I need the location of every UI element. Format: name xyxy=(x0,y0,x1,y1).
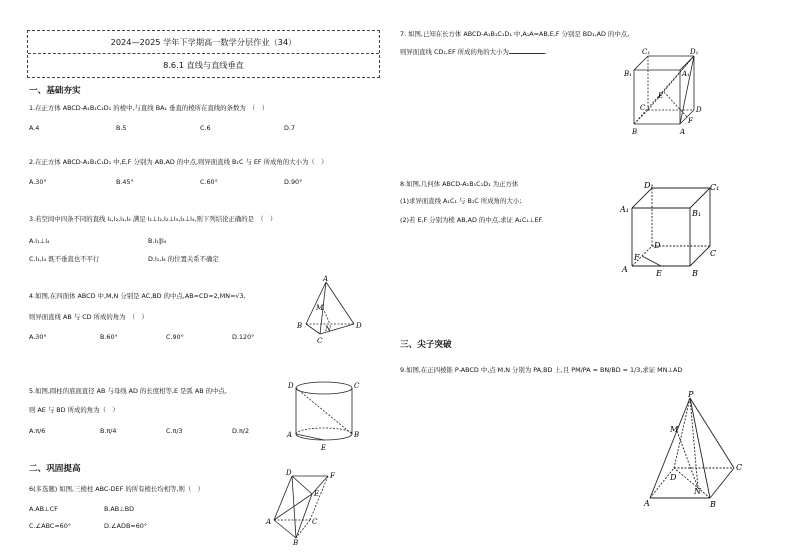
q3-option-c[interactable]: C.l₁,l₄ 既不垂直也不平行 xyxy=(29,255,100,263)
q7-label-f: F xyxy=(688,117,693,125)
q8-label-a: A xyxy=(622,265,628,274)
q9-pyramid-figure xyxy=(640,388,760,510)
q5-option-b[interactable]: B.π/4 xyxy=(100,427,117,435)
q7-label-b1: B₁ xyxy=(624,70,632,78)
q7-label-d1: D₁ xyxy=(690,48,699,56)
q4-label-b: B xyxy=(297,322,303,330)
lesson-title: 8.6.1 直线与直线垂直 xyxy=(163,60,244,70)
q4-label-d: D xyxy=(356,322,362,330)
q6-label-d: D xyxy=(286,469,292,477)
q5-label-c: C xyxy=(354,382,360,390)
q7-answer-blank[interactable] xyxy=(509,47,545,54)
q1-option-b[interactable]: B.5 xyxy=(116,124,127,132)
q6-label-e: E xyxy=(314,490,320,498)
q7-label-b: B xyxy=(632,128,638,136)
q7-label-c: C xyxy=(640,104,646,112)
q8-label-d: D xyxy=(654,241,661,250)
q9-stem: 9.如图,在正四棱锥 P-ABCD 中,点 M,N 分别为 PA,BD 上,且 PM/PA = BN/BD = 1/3,求证 MN⊥AD xyxy=(400,366,683,374)
q7-label-d: D xyxy=(696,106,702,114)
q4-stem-line1: 4.如图,在四面体 ABCD 中,M,N 分别是 AC,BD 的中点,AB=CD=2,MN=√3, xyxy=(29,292,246,300)
q6-option-c[interactable]: C.∠ABC=60° xyxy=(29,522,72,530)
q8-cube-figure xyxy=(618,176,722,280)
q2-stem: 2.在正方体 ABCD-A₁B₁C₁D₁ 中,E,F 分别为 AB,AD 的中点,则异面直线 B₁C 与 EF 所成角的大小为（ ） xyxy=(29,158,328,166)
q9-label-b: B xyxy=(710,500,716,509)
q8-part1: (1)求异面直线 A₁C₁ 与 B₁C 所成角的大小; xyxy=(400,197,522,205)
q6-option-b[interactable]: B.AB⊥BD xyxy=(104,505,135,513)
q2-option-c[interactable]: C.60° xyxy=(200,178,218,186)
q8-label-e: E xyxy=(656,269,662,278)
q7-cuboid-figure xyxy=(620,44,710,140)
q5-label-b: B xyxy=(354,431,360,439)
q5-option-c[interactable]: C.π/3 xyxy=(166,427,183,435)
q8-stem-line1: 8.如图,几何体 ABCD-A₁B₁C₁D₁ 为正方体 xyxy=(400,180,519,188)
q6-label-a: A xyxy=(266,518,272,526)
q9-label-n: N xyxy=(694,487,701,496)
q7-label-a: A xyxy=(680,128,686,136)
q9-label-a: A xyxy=(644,499,650,508)
header-box xyxy=(27,30,380,78)
q5-option-a[interactable]: A.π/6 xyxy=(29,427,46,435)
q5-cylinder-figure xyxy=(284,376,364,454)
q6-option-a[interactable]: A.AB⊥CF xyxy=(29,505,58,513)
q7-label-a1: A₁ xyxy=(682,70,690,78)
q5-label-d: D xyxy=(288,382,294,390)
section-consolidate: 二、巩固提高 xyxy=(29,464,81,474)
q6-option-d[interactable]: D.∠ADB=60° xyxy=(104,522,148,530)
q8-part2: (2)若 E,F 分别为棱 AB,AD 的中点,求证 A₁C₁⊥EF. xyxy=(400,216,544,224)
q8-label-c1: C₁ xyxy=(710,183,720,192)
q3-option-a[interactable]: A.l₁⊥l₄ xyxy=(29,237,50,245)
q6-label-b: B xyxy=(293,539,299,546)
q5-option-d[interactable]: D.π/2 xyxy=(232,427,250,435)
q9-label-m: M xyxy=(670,425,679,434)
q5-stem-line2: 则 AE 与 BD 所成的角为（ ） xyxy=(29,406,119,414)
q6-label-f: F xyxy=(330,472,335,480)
q5-label-e: E xyxy=(321,444,327,452)
paper-title: 2024—2025 学年下学期高一数学分层作业（34） xyxy=(28,31,379,54)
q4-tetrahedron-figure xyxy=(292,274,372,346)
q6-label-c: C xyxy=(312,518,318,526)
q9-label-p: P xyxy=(688,390,694,399)
q4-stem-line2: 则异面直线 AB 与 CD 所成的角为 （ ） xyxy=(29,313,148,321)
q4-label-c: C xyxy=(317,337,323,345)
q2-option-b[interactable]: B.45° xyxy=(116,178,134,186)
q6-prism-figure xyxy=(262,466,344,546)
q4-label-m: M xyxy=(316,304,324,312)
q8-label-a1: A₁ xyxy=(620,205,629,214)
q7-stem-text: 则异面直线 CD₁,EF 所成的角的大小为 xyxy=(400,48,509,56)
q7-stem-line2: 则异面直线 CD₁,EF 所成的角的大小为 . xyxy=(400,48,547,56)
q5-label-a: A xyxy=(287,431,293,439)
section-basic: 一、基础夯实 xyxy=(29,86,81,96)
q9-label-d: D xyxy=(670,473,677,482)
q4-label-a: A xyxy=(323,275,329,283)
q8-label-d1: D₁ xyxy=(644,181,654,190)
q8-label-b1: B₁ xyxy=(692,209,702,218)
q3-option-d[interactable]: D.l₁,l₄ 的位置关系不确定 xyxy=(148,255,219,263)
q4-option-c[interactable]: C.90° xyxy=(166,333,184,341)
q1-option-a[interactable]: A.4 xyxy=(29,124,40,132)
q6-stem: 6(多选题) 如图,三棱柱 ABC-DEF 的所有棱长均相等,则（ ） xyxy=(29,485,205,493)
q7-label-c1: C₁ xyxy=(642,48,651,56)
q4-option-a[interactable]: A.30° xyxy=(29,333,47,341)
q2-option-d[interactable]: D.90° xyxy=(284,178,303,186)
q8-label-c: C xyxy=(710,249,717,258)
q7-stem-line1: 7. 如图,已知在长方体 ABCD-A₁B₁C₁D₁ 中,A₁A=AB,E,F 分别是 BD₁,AD 的中点, xyxy=(400,30,630,38)
q3-stem: 3.若空间中四条不同的直线 l₁,l₂,l₃,l₄ 满足 l₁⊥l₂,l₂⊥l₃,l₃⊥l₄,则下列结论正确的是 （ ） xyxy=(29,215,277,223)
q1-stem: 1.在正方体 ABCD-A₁B₁C₁D₁ 的棱中,与直线 BA₁ 垂直的棱所在直线的条数为 （ ） xyxy=(29,104,269,112)
q3-option-b[interactable]: B.l₁∥l₄ xyxy=(148,237,167,245)
q2-option-a[interactable]: A.30° xyxy=(29,178,47,186)
q8-label-b: B xyxy=(692,269,698,278)
q4-option-b[interactable]: B.60° xyxy=(100,333,118,341)
q1-option-d[interactable]: D.7 xyxy=(284,124,296,132)
q5-stem-line1: 5.如图,圆柱的底面直径 AB 与母线 AD 的长度相等,E 是弧 AB 的中点, xyxy=(29,387,227,395)
q4-label-n: N xyxy=(325,325,332,333)
q4-option-d[interactable]: D.120° xyxy=(232,333,255,341)
section-top-student: 三、尖子突破 xyxy=(400,340,452,350)
q7-label-e: E xyxy=(658,92,664,100)
q1-option-c[interactable]: C.6 xyxy=(200,124,211,132)
q9-label-c: C xyxy=(736,463,743,472)
q8-label-f: F xyxy=(634,253,640,262)
